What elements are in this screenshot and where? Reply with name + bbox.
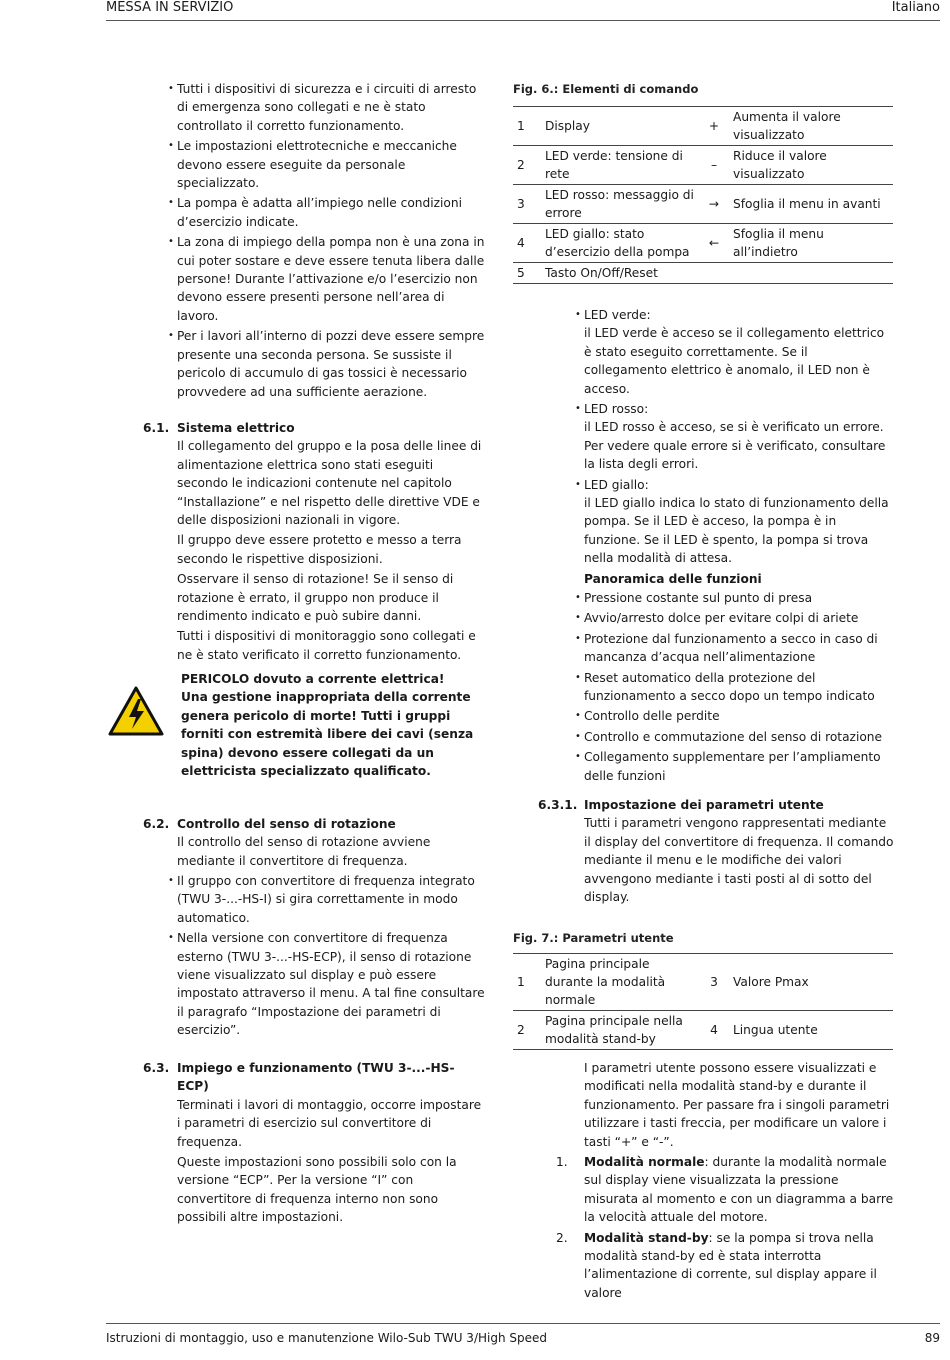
functions-list	[575, 589, 893, 787]
item-number: 1.	[556, 1155, 568, 1170]
section-title: Impiego e funzionamento (TWU 3-...-HS-ECP)	[177, 1061, 455, 1094]
list-item	[556, 1153, 894, 1227]
table-cell: Valore Pmax	[729, 954, 893, 1011]
paragraph: Il gruppo deve essere protetto e messo a terra secondo le rispettive disposizioni.	[177, 533, 462, 566]
table-cell: 5	[513, 263, 541, 284]
paragraph: Il controllo del senso di rotazione avviene mediante il convertitore di frequenza.	[177, 835, 431, 868]
item-head: Modalità normale	[584, 1155, 705, 1170]
list-item: • Il gruppo con convertitore di frequenza integrato (TWU 3-...-HS-I) si gira correttamente in modo automatico.	[168, 872, 485, 927]
section-title: Controllo del senso di rotazione	[177, 817, 396, 831]
table-cell: LED rosso: messaggio di errore	[541, 185, 699, 224]
table-row	[513, 146, 893, 185]
section-number: 6.1.	[143, 421, 170, 435]
section-number: 6.3.	[143, 1061, 170, 1075]
user-parameters-table	[513, 953, 893, 1050]
led-green-text: il LED verde è acceso se il collegamento elettrico è stato eseguito correttamente. Se il collegamento elettrico è anomalo, il LED non è acceso.	[584, 326, 885, 396]
arrow-right-icon: →	[699, 185, 729, 224]
arrow-left-icon: ←	[699, 224, 729, 263]
minus-icon: –	[699, 146, 729, 185]
table-cell: Pagina principale nella modalità stand-by	[541, 1011, 699, 1050]
table-cell: LED verde: tensione di rete	[541, 146, 699, 185]
list-item: • La pompa è adatta all’impiego nelle condizioni d’esercizio indicate.	[168, 194, 486, 231]
mode-list	[556, 1153, 894, 1302]
list-item: • La zona di impiego della pompa non è una zona in cui poter sostare e deve essere tenuta libera dalle persone! Durante l’attivazione e/o l’esercizio non devono essere presenti persone nell’area di lavoro.	[168, 233, 486, 325]
list-item: • Per i lavori all’interno di pozzi deve essere sempre presente una seconda persona. Se sussiste il pericolo di accumulo di gas tossici è necessario provvedere ad una sufficiente aerazione.	[168, 327, 486, 401]
list-item: • Avvio/arresto dolce per evitare colpi di ariete	[575, 609, 893, 627]
table-cell: Tasto On/Off/Reset	[541, 263, 699, 284]
paragraph: Terminati i lavori di montaggio, occorre impostare i parametri di esercizio sul convertitore di frequenza.	[177, 1097, 482, 1149]
functions-title: Panoramica delle funzioni	[584, 572, 762, 586]
table-row	[513, 954, 893, 1011]
table-cell: 4	[513, 224, 541, 263]
led-yellow-head: • LED giallo:	[584, 477, 649, 492]
table-cell: Lingua utente	[729, 1011, 893, 1050]
led-green-head: • LED verde:	[584, 308, 651, 322]
table-cell	[699, 263, 729, 284]
table-cell: LED giallo: stato d’esercizio della pompa	[541, 224, 699, 263]
list-item	[575, 400, 893, 474]
list-item: • Controllo e commutazione del senso di rotazione	[575, 728, 893, 746]
section-6-1	[177, 419, 485, 666]
list-item: • Controllo delle perdite	[575, 707, 893, 725]
intro-section	[168, 80, 486, 403]
list-item: • Protezione dal funzionamento a secco in caso di mancanza d’acqua nell’alimentazione	[575, 630, 893, 667]
electric-hazard-icon	[108, 686, 164, 736]
list-item: • Collegamento supplementare per l’ampliamento delle funzioni	[575, 748, 893, 785]
table-row	[513, 185, 893, 224]
paragraph: I parametri utente possono essere visualizzati e modificati nella modalità stand-by e durante il funzionamento. Per passare fra i singoli parametri utilizzare i tasti freccia, per modificare un valore i tasti “+” e “-”.	[584, 1061, 890, 1149]
table-cell: 3	[513, 185, 541, 224]
section-6-3-1	[584, 796, 894, 908]
item-text: : durante la modalità normale sul display viene visualizzata la pressione misurata al momento e con un diagramma a barre la velocità attuale del motore.	[584, 1155, 894, 1225]
table-cell: Sfoglia il menu in avanti	[729, 185, 893, 224]
table-cell: Display	[541, 107, 699, 146]
table-cell: Sfoglia il menu all’indietro	[729, 224, 893, 263]
danger-text: Una gestione inappropriata della corrente genera pericolo di morte! Tutti i gruppi forniti con estremità libere dei cavi (senza spina) devono essere collegati da un elettricista specializzato qualificato.	[181, 690, 474, 779]
list-item	[556, 1229, 894, 1303]
footer-doc-title: Istruzioni di montaggio, uso e manutenzione Wilo-Sub TWU 3/High Speed	[106, 1331, 547, 1345]
section-6-3	[177, 1059, 485, 1229]
section-number: 6.2.	[143, 817, 170, 831]
table-row	[513, 1011, 893, 1050]
danger-title: PERICOLO dovuto a corrente elettrica!	[181, 672, 445, 686]
list-item	[575, 476, 893, 568]
table-cell: 4	[699, 1011, 729, 1050]
page-footer	[106, 1323, 940, 1344]
section-6-2-bullets	[168, 872, 485, 1042]
list-item: • Tutti i dispositivi di sicurezza e i circuiti di arresto di emergenza sono collegati e ne è stato controllato il corretto funzionamento.	[168, 80, 486, 135]
list-item: • Le impostazioni elettrotecniche e meccaniche devono essere eseguite da personale specializzato.	[168, 137, 486, 192]
control-elements-table	[513, 106, 893, 284]
led-red-text: il LED rosso è acceso, se si è verificato un errore. Per vedere quale errore si è verificato, consultare la lista degli errori.	[584, 420, 886, 472]
section-title: Impostazione dei parametri utente	[584, 798, 824, 812]
paragraph: Queste impostazioni sono possibili solo con la versione “ECP”. Per la versione “I” con convertitore di frequenza interno non sono possibili altre impostazioni.	[177, 1155, 457, 1225]
intro-bullet-list	[168, 80, 486, 401]
plus-icon: +	[699, 107, 729, 146]
table-row	[513, 224, 893, 263]
list-item: • Reset automatico della protezione del funzionamento a secco dopo un tempo indicato	[575, 669, 893, 706]
led-red-head: • LED rosso:	[584, 402, 649, 417]
list-item: • Pressione costante sul punto di presa	[575, 589, 893, 607]
table-row	[513, 107, 893, 146]
user-params-section	[556, 1059, 894, 1304]
table-cell: 2	[513, 146, 541, 185]
table-row	[513, 263, 893, 284]
paragraph: Osservare il senso di rotazione! Se il senso di rotazione è errato, il gruppo non produce il rendimento indicato e può subire danni.	[177, 572, 454, 624]
danger-warning	[181, 670, 481, 780]
figure-caption: Fig. 7.: Parametri utente	[513, 931, 674, 945]
page-header	[106, 0, 940, 21]
header-language: Italiano	[891, 0, 940, 15]
item-number: 2.	[556, 1230, 568, 1245]
item-head: Modalità stand-by	[584, 1230, 709, 1245]
led-yellow-text: il LED giallo indica lo stato di funzionamento della pompa. Se il LED è acceso, la pompa è in funzione. Se il LED è spento, la pompa si trova nella modalità di attesa.	[584, 496, 889, 566]
rotation-bullet-list	[168, 872, 485, 1040]
table-cell	[729, 263, 893, 284]
table-cell: 3	[699, 954, 729, 1011]
page-number: 89	[924, 1331, 940, 1345]
section-number: 6.3.1.	[538, 798, 578, 812]
section-title: Sistema elettrico	[177, 421, 295, 435]
paragraph: Il collegamento del gruppo e la posa delle linee di alimentazione elettrica sono stati eseguiti secondo le indicazioni contenute nel capitolo “Installazione” e nel rispetto delle direttive VDE e delle disposizioni nazionali in vigore.	[177, 439, 482, 528]
table-cell: 2	[513, 1011, 541, 1050]
list-item: • Nella versione con convertitore di frequenza esterno (TWU 3-...-HS-ECP), il senso di rotazione viene visualizzato sul display e può essere impostato attraverso il menu. A tal fine consultare il paragrafo “Impostazione dei parametri di esercizio”.	[168, 929, 485, 1039]
led-description-list	[575, 306, 893, 570]
paragraph: Tutti i parametri vengono rappresentati mediante il display del convertitore di frequenza. Il comando mediante il menu e le modifiche dei valori avvengono mediante i tasti posti al di sotto del display.	[584, 816, 894, 905]
section-6-2	[177, 815, 485, 872]
table-cell: 1	[513, 107, 541, 146]
header-section: MESSA IN SERVIZIO	[106, 0, 234, 15]
table-cell: 1	[513, 954, 541, 1011]
list-item	[575, 306, 893, 398]
table-cell: Pagina principale durante la modalità normale	[541, 954, 699, 1011]
table-cell: Aumenta il valore visualizzato	[729, 107, 893, 146]
item-text: : se la pompa si trova nella modalità stand-by ed è stata interrotta l’alimentazione di corrente, sul display appare il valore	[584, 1230, 877, 1300]
figure-caption: Fig. 6.: Elementi di comando	[513, 82, 699, 96]
paragraph: Tutti i dispositivi di monitoraggio sono collegati e ne è stato verificato il corretto funzionamento.	[177, 629, 476, 662]
table-cell: Riduce il valore visualizzato	[729, 146, 893, 185]
